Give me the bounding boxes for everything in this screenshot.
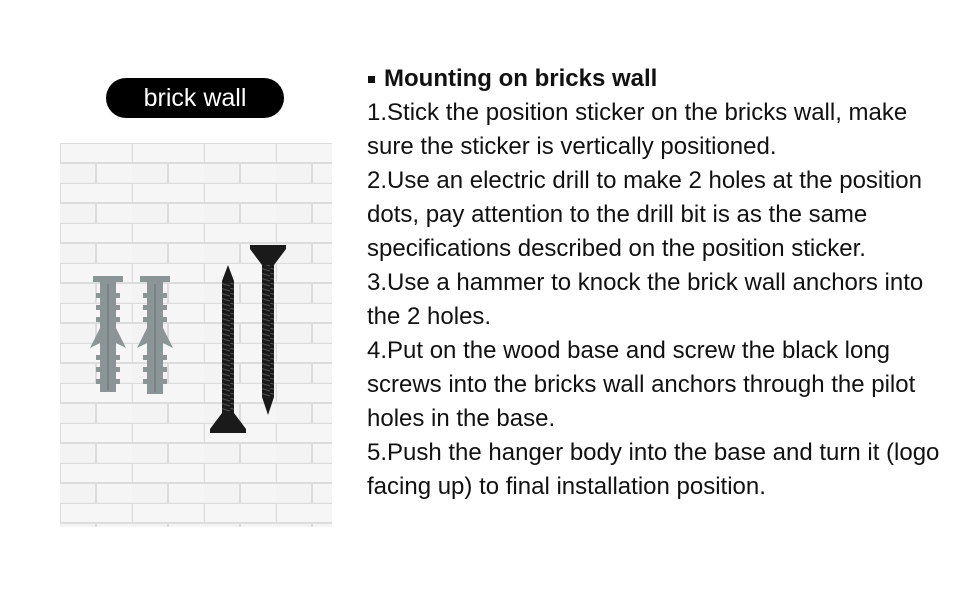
instruction-step: 2.Use an electric drill to make 2 holes at the position dots, pay attention to the drill bit is as the same specifications described on the position sticker. bbox=[367, 167, 922, 262]
mounting-instructions bbox=[367, 62, 957, 504]
instruction-step: 4.Put on the wood base and screw the black long screws into the bricks wall anchors through the pilot holes in the base. bbox=[367, 337, 916, 432]
heading-text: Mounting on bricks wall bbox=[384, 65, 658, 92]
brick-wall-label bbox=[106, 78, 284, 118]
instruction-step: 3.Use a hammer to knock the brick wall anchors into the 2 holes. bbox=[367, 269, 924, 330]
brick-wall-label-text: brick wall bbox=[143, 83, 247, 112]
instruction-step: 5.Push the hanger body into the base and turn it (logo facing up) to final installation position. bbox=[367, 439, 940, 500]
brick-wall-photo bbox=[60, 143, 332, 527]
bullet-icon bbox=[368, 76, 375, 83]
instructions-heading bbox=[367, 62, 957, 96]
instruction-step: 1.Stick the position sticker on the bricks wall, make sure the sticker is vertically positioned. bbox=[367, 99, 908, 160]
